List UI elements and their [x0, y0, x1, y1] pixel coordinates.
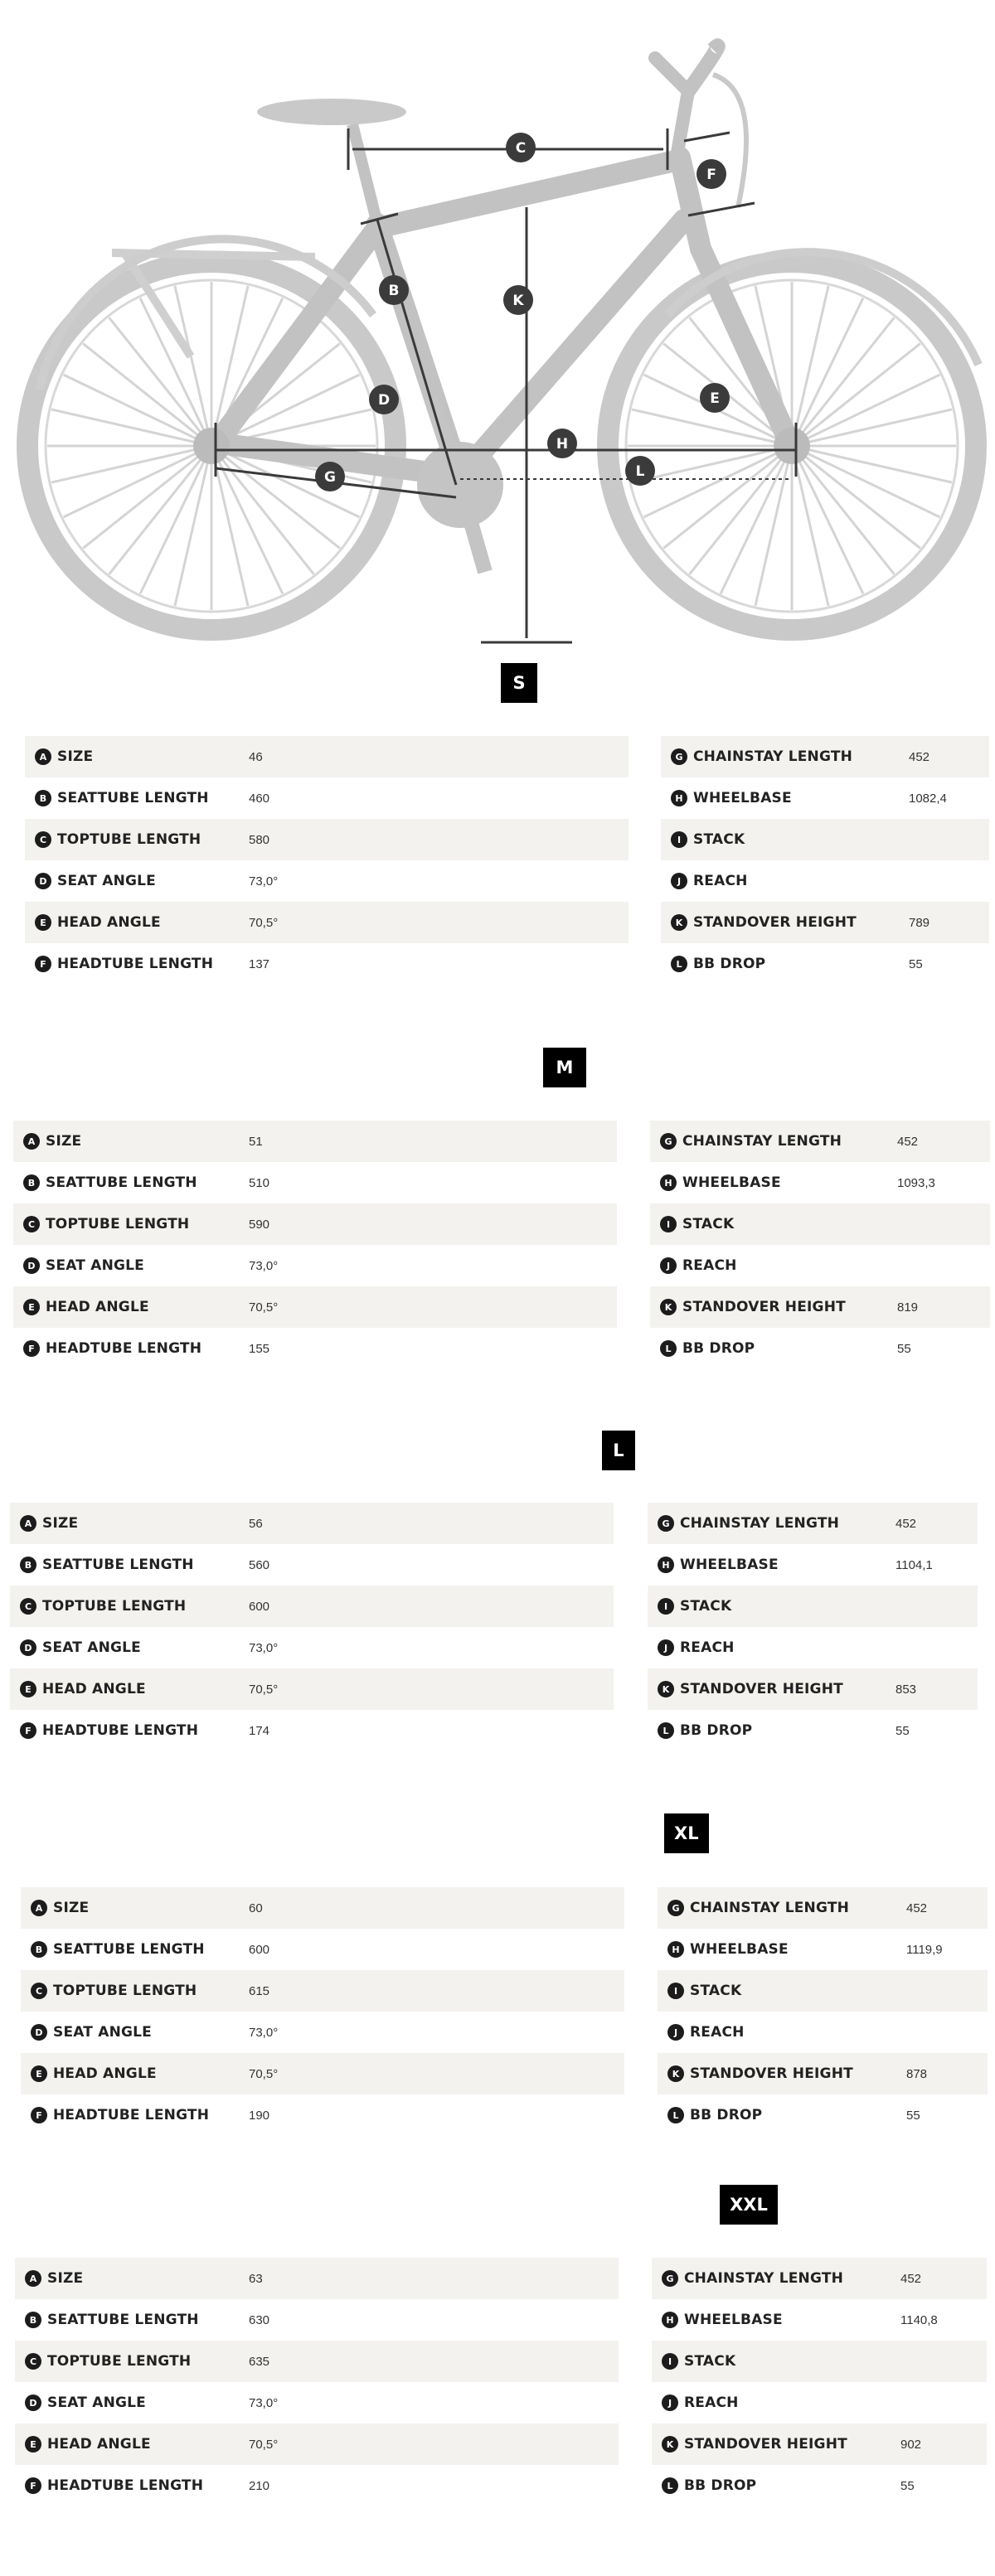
measurement-value: 51 [249, 1134, 263, 1149]
measurement-label: SEATTUBE LENGTH [47, 2312, 199, 2328]
letter-marker-icon: J [658, 1639, 674, 1656]
table-row [661, 736, 989, 777]
measurement-label: STACK [690, 1983, 742, 1999]
table-row [652, 2299, 987, 2341]
measurement-label: STANDOVER HEIGHT [680, 1681, 843, 1697]
measurement-value: 1119,9 [906, 1942, 943, 1957]
table-row [13, 1286, 617, 1328]
measurement-value: 590 [249, 1217, 270, 1232]
table-row [10, 1710, 614, 1751]
letter-marker-icon: A [23, 1133, 40, 1150]
measurement-label: REACH [680, 1639, 735, 1656]
measurement-value: 56 [249, 1516, 263, 1531]
table-row [25, 943, 629, 985]
table-row [658, 1970, 988, 2012]
table-row [652, 2465, 987, 2506]
table-row [661, 860, 989, 902]
letter-marker-icon: J [660, 1257, 677, 1274]
measurement-label: REACH [682, 1257, 737, 1274]
measurement-value: 452 [906, 1901, 928, 1915]
table-row [21, 2053, 624, 2094]
geometry-table-left [15, 2258, 619, 2506]
table-row [648, 1503, 978, 1544]
measurement-value: 878 [906, 2066, 928, 2081]
marker-h [547, 429, 577, 458]
measurement-label: SIZE [47, 2270, 84, 2287]
letter-marker-icon: B [35, 790, 51, 806]
letter-marker-icon: K [667, 2065, 684, 2082]
table-row [25, 736, 629, 777]
measurement-label: CHAINSTAY LENGTH [682, 1133, 842, 1150]
measurement-label: HEAD ANGLE [42, 1681, 146, 1697]
measurement-value: 70,5° [249, 1682, 279, 1697]
measurement-value: 55 [896, 1723, 910, 1738]
measurement-label: WHEELBASE [693, 790, 792, 806]
letter-marker-icon: C [23, 1216, 40, 1232]
measurement-label: STANDOVER HEIGHT [682, 1299, 846, 1315]
letter-marker-icon: A [25, 2270, 41, 2287]
letter-marker-icon: F [35, 956, 51, 972]
bike-geometry-diagram [0, 0, 995, 655]
measurement-value: 55 [900, 2478, 915, 2493]
measurement-value: 600 [249, 1942, 270, 1957]
table-row [13, 1203, 617, 1245]
letter-marker-icon: B [31, 1941, 47, 1958]
table-row [661, 819, 989, 860]
table-row [15, 2382, 619, 2423]
measurement-value: 63 [249, 2271, 263, 2286]
letter-marker-icon: D [35, 873, 51, 889]
measurement-label: CHAINSTAY LENGTH [690, 1900, 850, 1916]
measurement-value: 190 [249, 2108, 270, 2123]
measurement-label: SEATTUBE LENGTH [53, 1941, 205, 1958]
measurement-label: TOPTUBE LENGTH [57, 831, 201, 848]
letter-marker-icon: K [660, 1299, 677, 1315]
measurement-value: 600 [249, 1599, 270, 1614]
table-row [652, 2341, 987, 2382]
table-row [650, 1203, 990, 1245]
letter-marker-icon: F [31, 2107, 47, 2123]
measurement-label: TOPTUBE LENGTH [47, 2353, 192, 2370]
svg-text:B: B [388, 283, 400, 299]
letter-marker-icon: C [31, 1983, 47, 1999]
table-row [661, 902, 989, 943]
measurement-label: STACK [680, 1598, 732, 1615]
table-row [21, 1887, 624, 1929]
measurement-label: HEAD ANGLE [53, 2065, 157, 2082]
measurement-label: BB DROP [682, 1340, 755, 1357]
measurement-label: SEAT ANGLE [47, 2394, 146, 2411]
measurement-value: 452 [896, 1516, 917, 1531]
table-row [25, 902, 629, 943]
table-row [10, 1586, 614, 1627]
measurement-label: WHEELBASE [680, 1557, 779, 1573]
measurement-label: SEATTUBE LENGTH [42, 1557, 194, 1573]
letter-marker-icon: H [660, 1174, 677, 1191]
marker-g [315, 462, 345, 491]
letter-marker-icon: L [671, 956, 687, 972]
marker-c [506, 133, 536, 162]
table-row [650, 1162, 990, 1203]
size-badge-xxl: XXL [720, 2185, 778, 2225]
measurement-value: 46 [249, 749, 263, 764]
letter-marker-icon: C [35, 831, 51, 848]
measurement-label: BB DROP [690, 2107, 763, 2123]
table-row [658, 1887, 988, 1929]
letter-marker-icon: E [20, 1681, 36, 1697]
letter-marker-icon: A [31, 1900, 47, 1916]
table-row [15, 2299, 619, 2341]
marker-f [696, 159, 726, 189]
geometry-table-left [25, 736, 629, 985]
measurement-value: 155 [249, 1341, 270, 1356]
table-row [648, 1668, 978, 1710]
measurement-value: 137 [249, 956, 270, 971]
table-row [648, 1544, 978, 1586]
measurement-label: SIZE [57, 748, 94, 765]
letter-marker-icon: G [660, 1133, 677, 1150]
measurement-label: SEAT ANGLE [57, 873, 156, 889]
measurement-value: 60 [249, 1901, 263, 1915]
measurement-label: STANDOVER HEIGHT [684, 2436, 847, 2453]
measurement-value: 55 [909, 956, 923, 971]
size-badge-xl: XL [664, 1813, 709, 1853]
measurement-value: 73,0° [249, 1640, 279, 1655]
letter-marker-icon: G [662, 2270, 678, 2287]
table-row [13, 1121, 617, 1162]
svg-text:C: C [515, 140, 527, 157]
measurement-value: 460 [249, 791, 270, 806]
measurement-value: 580 [249, 832, 270, 847]
measurement-label: REACH [693, 873, 748, 889]
measurement-label: WHEELBASE [690, 1941, 789, 1958]
geometry-table-right [650, 1121, 990, 1369]
table-row [658, 2012, 988, 2053]
geometry-table-right [648, 1503, 978, 1751]
geometry-table-right [661, 736, 989, 985]
letter-marker-icon: C [25, 2353, 41, 2370]
table-row [10, 1627, 614, 1668]
letter-marker-icon: E [25, 2436, 41, 2453]
measurement-value: 73,0° [249, 2395, 279, 2410]
letter-marker-icon: H [671, 790, 687, 806]
measurement-label: HEADTUBE LENGTH [42, 1722, 199, 1739]
letter-marker-icon: L [667, 2107, 684, 2123]
measurement-label: SEAT ANGLE [46, 1257, 144, 1274]
letter-marker-icon: F [25, 2477, 41, 2494]
table-row [25, 777, 629, 819]
letter-marker-icon: E [31, 2065, 47, 2082]
measurement-value: 1093,3 [897, 1175, 935, 1190]
measurement-value: 73,0° [249, 1258, 279, 1273]
measurement-value: 615 [249, 1983, 270, 1998]
letter-marker-icon: D [20, 1639, 36, 1656]
letter-marker-icon: B [20, 1557, 36, 1573]
letter-marker-icon: I [658, 1598, 674, 1615]
measurement-label: SIZE [53, 1900, 90, 1916]
bike-illustration [27, 46, 978, 630]
measurement-label: REACH [690, 2024, 745, 2041]
marker-b [379, 275, 409, 305]
measurement-value: 853 [896, 1682, 917, 1697]
table-row [15, 2258, 619, 2299]
table-row [650, 1245, 990, 1286]
table-row [10, 1668, 614, 1710]
measurement-label: HEAD ANGLE [47, 2436, 151, 2453]
measurement-label: CHAINSTAY LENGTH [680, 1515, 840, 1532]
table-row [648, 1586, 978, 1627]
measurement-label: SEATTUBE LENGTH [57, 790, 209, 806]
measurement-label: WHEELBASE [684, 2312, 783, 2328]
measurement-value: 210 [249, 2478, 270, 2493]
measurement-value: 1140,8 [900, 2312, 938, 2327]
table-row [13, 1328, 617, 1369]
letter-marker-icon: H [658, 1557, 674, 1573]
letter-marker-icon: G [671, 748, 687, 765]
marker-l [625, 456, 655, 486]
letter-marker-icon: H [667, 1941, 684, 1958]
letter-marker-icon: D [31, 2024, 47, 2041]
table-row [652, 2423, 987, 2465]
svg-text:H: H [556, 436, 569, 453]
measurement-value: 560 [249, 1557, 270, 1572]
table-row [10, 1544, 614, 1586]
table-row [661, 777, 989, 819]
measurement-label: BB DROP [693, 956, 766, 972]
measurement-value: 510 [249, 1175, 270, 1190]
table-row [650, 1286, 990, 1328]
letter-marker-icon: I [660, 1216, 677, 1232]
measurement-label: STANDOVER HEIGHT [690, 2065, 853, 2082]
measurement-label: SIZE [46, 1133, 82, 1150]
measurement-value: 635 [249, 2354, 270, 2369]
letter-marker-icon: B [23, 1174, 40, 1191]
svg-text:E: E [710, 390, 720, 407]
svg-text:L: L [635, 463, 645, 480]
letter-marker-icon: J [662, 2394, 678, 2411]
letter-marker-icon: D [23, 1257, 40, 1274]
measurement-value: 789 [909, 915, 930, 930]
measurement-label: HEADTUBE LENGTH [53, 2107, 210, 2123]
measurement-value: 73,0° [249, 874, 279, 889]
measurement-label: CHAINSTAY LENGTH [684, 2270, 844, 2287]
table-row [661, 943, 989, 985]
table-row [652, 2258, 987, 2299]
geometry-table-left [13, 1121, 617, 1369]
measurement-value: 452 [900, 2271, 922, 2286]
marker-d [369, 385, 399, 414]
letter-marker-icon: F [23, 1340, 40, 1357]
table-row [21, 2012, 624, 2053]
measurement-label: TOPTUBE LENGTH [53, 1983, 197, 1999]
table-row [650, 1328, 990, 1369]
geometry-table-left [21, 1887, 624, 2136]
letter-marker-icon: I [667, 1983, 684, 1999]
letter-marker-icon: C [20, 1598, 36, 1615]
measurement-label: STACK [684, 2353, 736, 2370]
letter-marker-icon: F [20, 1722, 36, 1739]
table-row [652, 2382, 987, 2423]
letter-marker-icon: K [662, 2436, 678, 2453]
table-row [658, 2094, 988, 2136]
measurement-label: SIZE [42, 1515, 79, 1532]
measurement-value: 630 [249, 2312, 270, 2327]
measurement-value: 819 [897, 1300, 919, 1315]
measurement-value: 452 [909, 749, 930, 764]
table-row [15, 2341, 619, 2382]
measurement-value: 902 [900, 2437, 922, 2452]
letter-marker-icon: I [662, 2353, 678, 2370]
measurement-label: WHEELBASE [682, 1174, 781, 1191]
table-row [13, 1245, 617, 1286]
letter-marker-icon: D [25, 2394, 41, 2411]
measurement-label: TOPTUBE LENGTH [46, 1216, 190, 1232]
table-row [658, 2053, 988, 2094]
size-badge-l: L [602, 1431, 635, 1470]
letter-marker-icon: A [20, 1515, 36, 1532]
letter-marker-icon: I [671, 831, 687, 848]
svg-text:F: F [706, 167, 716, 183]
svg-text:K: K [512, 293, 524, 309]
table-row [21, 2094, 624, 2136]
letter-marker-icon: L [662, 2477, 678, 2494]
letter-marker-icon: K [658, 1681, 674, 1697]
geometry-table-right [652, 2258, 987, 2506]
table-row [15, 2423, 619, 2465]
table-row [650, 1121, 990, 1162]
letter-marker-icon: J [671, 873, 687, 889]
table-row [648, 1627, 978, 1668]
letter-marker-icon: E [35, 914, 51, 931]
letter-marker-icon: K [671, 914, 687, 931]
measurement-value: 55 [897, 1341, 911, 1356]
table-row [10, 1503, 614, 1544]
marker-k [503, 285, 533, 315]
letter-marker-icon: L [660, 1340, 677, 1357]
measurement-label: STANDOVER HEIGHT [693, 914, 857, 931]
measurement-label: SEATTUBE LENGTH [46, 1174, 197, 1191]
table-row [13, 1162, 617, 1203]
measurement-label: HEAD ANGLE [46, 1299, 149, 1315]
measurement-label: HEADTUBE LENGTH [47, 2477, 204, 2494]
table-row [21, 1929, 624, 1970]
measurement-label: BB DROP [680, 1722, 753, 1739]
geometry-table-right [658, 1887, 988, 2136]
svg-text:D: D [377, 392, 391, 409]
measurement-label: BB DROP [684, 2477, 757, 2494]
measurement-label: REACH [684, 2394, 739, 2411]
measurement-value: 55 [906, 2108, 920, 2123]
measurement-label: SEAT ANGLE [42, 1639, 141, 1656]
size-badge-s: S [501, 663, 537, 703]
letter-marker-icon: G [658, 1515, 674, 1532]
measurement-value: 70,5° [249, 915, 279, 930]
table-row [25, 860, 629, 902]
measurement-label: STACK [682, 1216, 735, 1232]
letter-marker-icon: G [667, 1900, 684, 1916]
table-row [658, 1929, 988, 1970]
table-row [648, 1710, 978, 1751]
size-badge-m: M [543, 1048, 586, 1087]
measurement-value: 70,5° [249, 2066, 279, 2081]
letter-marker-icon: H [662, 2312, 678, 2328]
measurement-label: STACK [693, 831, 745, 848]
table-row [15, 2465, 619, 2506]
measurement-label: TOPTUBE LENGTH [42, 1598, 187, 1615]
geometry-table-left [10, 1503, 614, 1751]
measurement-value: 1104,1 [896, 1557, 933, 1572]
table-row [25, 819, 629, 860]
measurement-label: HEADTUBE LENGTH [57, 956, 214, 972]
letter-marker-icon: L [658, 1722, 674, 1739]
measurement-label: HEADTUBE LENGTH [46, 1340, 202, 1357]
measurement-label: CHAINSTAY LENGTH [693, 748, 853, 765]
marker-e [700, 383, 730, 413]
svg-text:G: G [324, 469, 336, 486]
table-row [21, 1970, 624, 2012]
letter-marker-icon: J [667, 2024, 684, 2041]
letter-marker-icon: A [35, 748, 51, 765]
measurement-value: 70,5° [249, 1300, 279, 1315]
letter-marker-icon: B [25, 2312, 41, 2328]
measurement-value: 70,5° [249, 2437, 279, 2452]
measurement-value: 1082,4 [909, 791, 947, 806]
measurement-value: 73,0° [249, 2025, 279, 2040]
letter-marker-icon: E [23, 1299, 40, 1315]
measurement-value: 174 [249, 1723, 270, 1738]
measurement-value: 452 [897, 1134, 919, 1149]
measurement-label: SEAT ANGLE [53, 2024, 152, 2041]
measurement-label: HEAD ANGLE [57, 914, 161, 931]
